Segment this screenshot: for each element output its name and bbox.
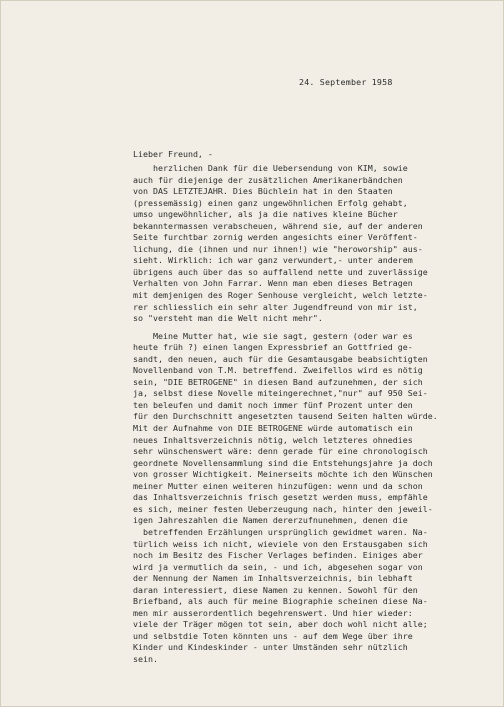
text-line: (pressemässig) einen ganz ungewöhnlichen Erfolg gehabt, (133, 197, 408, 208)
text-line: sehr wünschenswert wäre: denn gerade für eine chronologisch (133, 446, 428, 457)
text-line: das Inhaltsverzeichnis frisch gesetzt werden muss, empfähle (133, 492, 428, 503)
text-line: sein, "DIE BETROGENE" in diesen Band aufzunehmen, der sich (133, 376, 423, 387)
text-line: sein. (133, 653, 158, 664)
text-line: meiner Mutter einen weiteren hinzufügen: wenn und da schon (133, 480, 423, 491)
text-line: daran interessiert, diese Namen zu kennen. Sowohl für den (133, 584, 418, 595)
text-line: Verhalten von John Farrar. Wenn man eben dieses Betragen (133, 278, 413, 289)
text-line: heute früh ?) einen langen Expressbrief an Gottfried ge- (133, 342, 413, 353)
text-line: Briefband, als auch für meine Biographie scheinen diese Na- (133, 596, 428, 607)
text-line: neues Inhaltsverzeichnis nötig, welch letzteres ohnedies (133, 434, 413, 445)
text-line: bekanntermassen verabscheuen, während sie, auf der anderen (133, 220, 423, 231)
text-line: mit demjenigen des Roger Senhouse vergleicht, welch letzte- (133, 290, 428, 301)
text-line: übrigens auch über das so auffallend nette und zuverlässige (133, 266, 428, 277)
text-line: Mit der Aufnahme von DIE BETROGENE würde automatisch ein (133, 423, 413, 434)
paragraph (133, 163, 478, 325)
text-line: Meine Mutter hat, wie sie sagt, gestern (oder war es (133, 330, 413, 341)
text-line: Seite furchtbar zornig werden angesichts einer Veröffent- (133, 232, 418, 243)
text-line: rer schliesslich ein sehr alter Jugendfreund von mir ist, (133, 301, 418, 312)
text-line: auch für diejenige der zusätzlichen Amerikanerbändchen (133, 174, 403, 185)
text-line: noch im Besitz des Fischer Verlages befinden. Einiges aber (133, 550, 423, 561)
paragraph (133, 331, 478, 666)
text-line: herzlichen Dank für die Uebersendung von KIM, sowie (133, 163, 408, 173)
text-line: igen Jahreszahlen die Namen dererzufnunehmen, denen die (133, 515, 408, 526)
text-line: umso ungewöhnlicher, als ja die natives kleine Bücher (133, 209, 398, 220)
salutation: Lieber Freund, - (133, 149, 213, 159)
text-line: türlich weiss ich nicht, wieviele von den Erstausgaben sich (133, 538, 428, 549)
text-line: Novellenband von T.M. betreffend. Zweifellos wird es nötig (133, 365, 423, 376)
text-line: ten beleufen und damit noch immer fünf Prozent unter den (133, 399, 413, 410)
text-line: sandt, den neuen, auch für die Gesamtausgabe beabsichtigten (133, 353, 428, 364)
text-line: so "versteht man die Welt nicht mehr". (133, 313, 323, 324)
text-line: es sich, meiner festen Ueberzeugung nach, hinter den jeweil- (133, 503, 433, 514)
text-line: wird ja vermutlich da sein, - und ich, abgesehen sogar von (133, 561, 423, 572)
letter-body (133, 163, 478, 666)
text-line: Kinder und Kindeskinder - unter Umständen sehr nützlich (133, 642, 408, 653)
text-line: von DAS LETZTEJAHR. Dies Büchlein hat in den Staaten (133, 186, 393, 197)
text-line: für den Durchschnitt angesetzten tausend Seiten halten würde. (133, 411, 438, 422)
text-line: und selbstdie Toten könnten uns - auf dem Wege über ihre (133, 630, 413, 641)
text-line: von grosser Wichtigkeit. Meinerseits möchte ich den Wünschen (133, 469, 433, 480)
text-line: lichung, die (ihnen und nur ihnen!) wie "heroworship" aus- (133, 243, 423, 254)
text-line: der Nennung der Namen im Inhaltsverzeichnis, bin lebhaft (133, 573, 413, 584)
text-line: geordnete Novellensammlung sind die Entstehungsjahre ja doch (133, 457, 433, 468)
text-line: viele der Träger mögen tot sein, aber doch wohl nicht alle; (133, 619, 428, 630)
text-line: betreffenden Erzählungen ursprünglich gewidmet waren. Na- (133, 526, 428, 537)
text-line: men mir ausserordentlich begehrenswert. Und hier wieder: (133, 607, 413, 618)
text-line: ja, selbst diese Novelle miteingerechnet,"nur" auf 950 Sei- (133, 388, 428, 399)
text-line: sieht. Wirklich: ich war ganz verwundert,- unter anderem (133, 255, 413, 266)
letter-date: 24. September 1958 (299, 77, 393, 87)
